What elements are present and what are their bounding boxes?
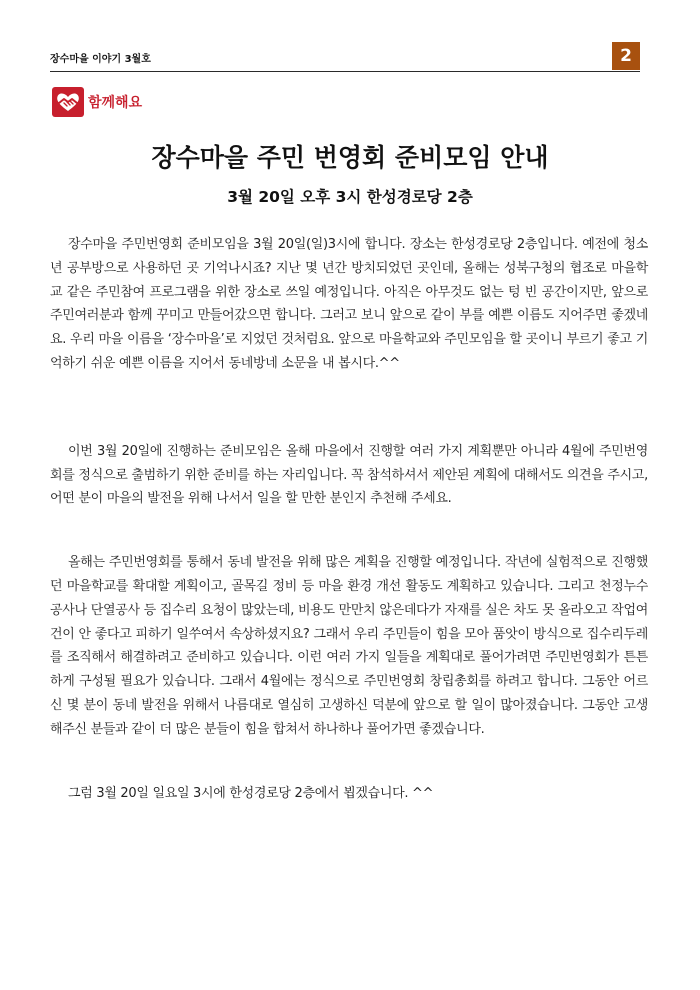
section-tag xyxy=(52,86,142,118)
publication-title: 장수마을 이야기 3월호 xyxy=(50,54,151,65)
section-label: 함께해요 xyxy=(88,95,143,111)
paragraph: 장수마을 주민번영회 준비모임을 3월 20일(일)3시에 합니다. 장소는 한성경로당 2층입니다. 예전에 청소년 공부방으로 사용하던 곳 기억나시죠? 지난 몇 년간 방치되었던 곳인데, 올해는 성북구청의 협조로 마을학교 같은 주민참여 프로그램을 위한 장소로 쓰일 예정입니다. 아직은 아무것도 없는 텅 빈 공간이지만, 앞으로 주민여러분과 함께 꾸미고 만들어갔으면 합니다. 그러고 보니 앞으로 같이 부를 예쁜 이름도 지어주면 좋겠네요. 우리 마을 이름을 ‘장수마을’로 지었던 것처럼요. 앞으로 마을학교와 주민모임을 할 곳이니 부르기 좋고 기억하기 쉬운 예쁜 이름을 지어서 동네방네 소문을 내 봅시다.^^ xyxy=(50,237,648,371)
handshake-heart-icon xyxy=(52,87,84,117)
paragraph: 그럼 3월 20일 일요일 3시에 한성경로당 2층에서 뵙겠습니다. ^^ xyxy=(68,785,434,801)
article-title: 장수마을 주민 번영회 준비모임 안내 xyxy=(151,143,549,172)
paragraph: 이번 3월 20일에 진행하는 준비모임은 올해 마을에서 진행할 여러 가지 계획뿐만 아니라 4월에 주민번영회를 정식으로 출범하기 위한 준비를 하는 자리입니다. 꼭 참석하셔서 제안된 계획에 대해서도 의견을 주시고, 어떤 분이 마을의 발전을 위해 나서서 일을 할 만한 분인지 추천해 주세요. xyxy=(50,443,648,507)
paragraph: 올해는 주민번영회를 통해서 동네 발전을 위해 많은 계획을 진행할 예정입니다. 작년에 실험적으로 진행했던 마을학교를 확대할 계획이고, 골목길 정비 등 마을 환경 개선 활동도 계획하고 있습니다. 그리고 천정누수공사나 단열공사 등 집수리 요청이 많았는데, 비용도 만만치 않은데다가 자재를 실은 차도 못 올라오고 작업여건이 안 좋다고 피하기 일쑤여서 속상하셨지요? 그래서 우리 주민들이 힘을 모아 품앗이 방식으로 집수리두레를 조직해서 해결하려고 준비하고 있습니다. 이런 여러 가지 일들을 계획대로 풀어가려면 주민번영회가 튼튼하게 구성될 필요가 있습니다. 그래서 4월에는 정식으로 주민번영회 창립총회를 하려고 합니다. 그동안 어르신 몇 분이 동네 발전을 위해서 나름대로 열심히 고생하신 덕분에 앞으로 할 일이 많아졌습니다. 그동안 고생해주신 분들과 같이 더 많은 분들이 힘을 합쳐서 하나하나 풀어가면 좋겠습니다. xyxy=(50,555,648,737)
page-header xyxy=(50,42,640,72)
article-subtitle: 3월 20일 오후 3시 한성경로당 2층 xyxy=(227,188,473,206)
article-body xyxy=(50,233,648,805)
header-divider xyxy=(50,71,640,72)
page-number-badge: 2 xyxy=(612,42,640,70)
